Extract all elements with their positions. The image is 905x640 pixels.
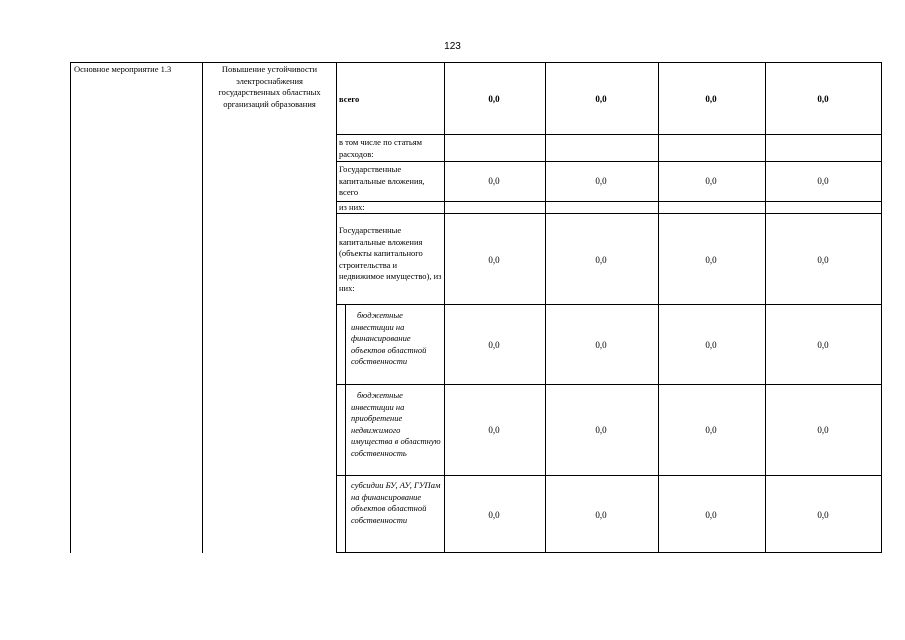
cell-value: 0,0 bbox=[595, 176, 607, 186]
activity-name: Основное мероприятие 1.3 bbox=[74, 64, 172, 74]
cell-value: 0,0 bbox=[817, 510, 829, 520]
cell-value: 0,0 bbox=[595, 340, 607, 350]
cell-value: 0,0 bbox=[488, 340, 500, 350]
page-number: 123 bbox=[444, 41, 461, 52]
cell-value: 0,0 bbox=[705, 340, 717, 350]
cell-value: 0,0 bbox=[488, 510, 500, 520]
cell-value: 0,0 bbox=[705, 94, 717, 104]
cell-value: 0,0 bbox=[817, 176, 829, 186]
column-divider bbox=[202, 62, 203, 553]
cell-value: 0,0 bbox=[817, 340, 829, 350]
column-divider bbox=[765, 62, 766, 553]
row-divider bbox=[336, 552, 882, 553]
row-label-by-items: в том числе по статьям расходов: bbox=[339, 137, 423, 159]
cell-value: 0,0 bbox=[705, 425, 717, 435]
cell-value: 0,0 bbox=[817, 425, 829, 435]
column-divider bbox=[881, 62, 882, 553]
row-label-capital-total: Государственные капитальные вложения, всего bbox=[339, 164, 425, 197]
row-divider bbox=[336, 161, 882, 162]
cell-value: 0,0 bbox=[595, 94, 607, 104]
cell-value: 0,0 bbox=[488, 176, 500, 186]
cell-value: 0,0 bbox=[817, 255, 829, 265]
row-label-budget-investments-financing: бюджетные инвестиции на финансирование объектов областной собственности bbox=[351, 310, 427, 366]
cell-value: 0,0 bbox=[705, 176, 717, 186]
cell-value: 0,0 bbox=[705, 255, 717, 265]
cell-value: 0,0 bbox=[595, 510, 607, 520]
column-divider bbox=[545, 62, 546, 553]
column-divider bbox=[70, 62, 71, 553]
row-label-total: всего bbox=[339, 94, 360, 104]
row-divider bbox=[336, 134, 882, 135]
row-label-of-them: из них: bbox=[339, 202, 365, 212]
column-divider bbox=[658, 62, 659, 553]
cell-value: 0,0 bbox=[595, 255, 607, 265]
row-divider bbox=[336, 475, 882, 476]
activity-description: Повышение устойчивости электроснабжения государственных областных организаций образования bbox=[218, 64, 321, 109]
cell-value: 0,0 bbox=[595, 425, 607, 435]
cell-value: 0,0 bbox=[488, 255, 500, 265]
cell-value: 0,0 bbox=[817, 94, 829, 104]
cell-value: 0,0 bbox=[488, 94, 500, 104]
row-divider bbox=[336, 304, 882, 305]
column-divider bbox=[444, 62, 445, 553]
column-divider bbox=[336, 62, 337, 553]
sub-indent-divider bbox=[345, 304, 346, 553]
table-top-border bbox=[70, 62, 882, 63]
row-label-budget-investments-property: бюджетные инвестиции на приобретение недвижимого имущества в областную собственность bbox=[351, 390, 441, 458]
cell-value: 0,0 bbox=[488, 425, 500, 435]
row-label-subsidies: субсидии БУ, АУ, ГУПам на финансирование объектов областной собственности bbox=[351, 480, 441, 525]
row-divider bbox=[336, 384, 882, 385]
row-label-capital-objects: Государственные капитальные вложения (объекты капитального строительства и недвижимое имущество), из них: bbox=[339, 225, 442, 293]
cell-value: 0,0 bbox=[705, 510, 717, 520]
